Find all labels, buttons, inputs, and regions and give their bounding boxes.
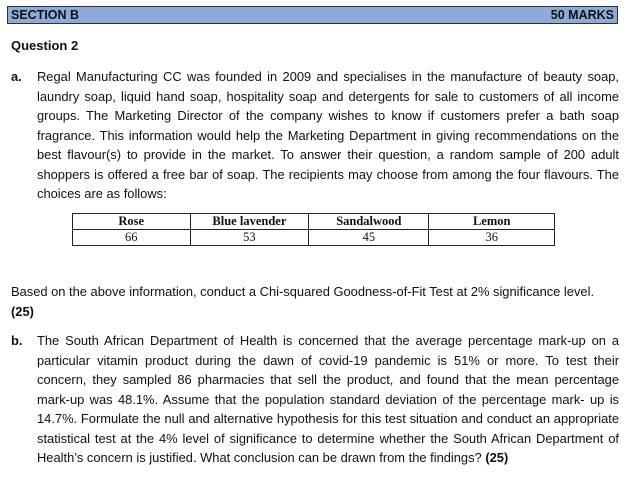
table-header-cell: Blue lavender	[190, 214, 309, 230]
table-cell: 45	[309, 230, 429, 246]
table-cell: 36	[429, 230, 555, 246]
part-a-marker: a.	[11, 69, 22, 84]
instruction-marks: (25)	[11, 303, 34, 319]
part-b-text: The South African Department of Health is concerned that the average percentage mark-up on a particular vitamin product during the dawn of covid-19 pandemic is 51% or more. To test their concern, they sampled 86 pharmacies that sell the product, and found that the mean percentage mark-up was 48.1%. Assume that the population standard deviation of the percentage mark- up is 14.7%. Formulate the null and alternative hypothesis for this test situation and conduct an appropriate statistical test at the 4% level of significance to determine whether the South African Department of Health’s concern is justified. What conclusion can be drawn from the findings?	[37, 333, 619, 465]
section-header	[7, 6, 618, 24]
table-header-cell: Rose	[73, 214, 191, 230]
part-b-marker: b.	[11, 333, 23, 348]
part-b-marks: (25)	[485, 450, 509, 465]
table-header-cell: Sandalwood	[309, 214, 429, 230]
table-cell: 53	[190, 230, 309, 246]
table-row	[73, 230, 555, 246]
section-title: SECTION B	[11, 8, 80, 22]
table-header-cell: Lemon	[429, 214, 555, 230]
section-marks: 50 MARKS	[550, 8, 614, 22]
question-title: Question 2	[11, 38, 79, 53]
instruction	[11, 282, 619, 321]
instruction-text: Based on the above information, conduct a Chi-squared Goodness-of-Fit Test at 2% significance level.	[11, 284, 595, 299]
part-a-text: Regal Manufacturing CC was founded in 2009 and specialises in the manufacture of beauty soap, laundry soap, liquid hand soap, hospitality soap and detergents for sale to customers of all income groups. The Marketing Director of the company wishes to know if customers prefer a bath soap fragrance. This information would help the Marketing Department in giving recommendations on the best flavour(s) to provide in the market. To answer their question, a random sample of 200 adult shoppers is offered a free bar of soap. The recipients may choose from among the four flavours. The choices are as follows:	[37, 69, 619, 201]
question-part-b	[11, 331, 619, 468]
table-header-row	[73, 214, 555, 230]
flavour-table	[72, 213, 555, 246]
table-cell: 66	[73, 230, 191, 246]
part-b-body	[37, 331, 619, 468]
question-part-a	[11, 67, 619, 204]
